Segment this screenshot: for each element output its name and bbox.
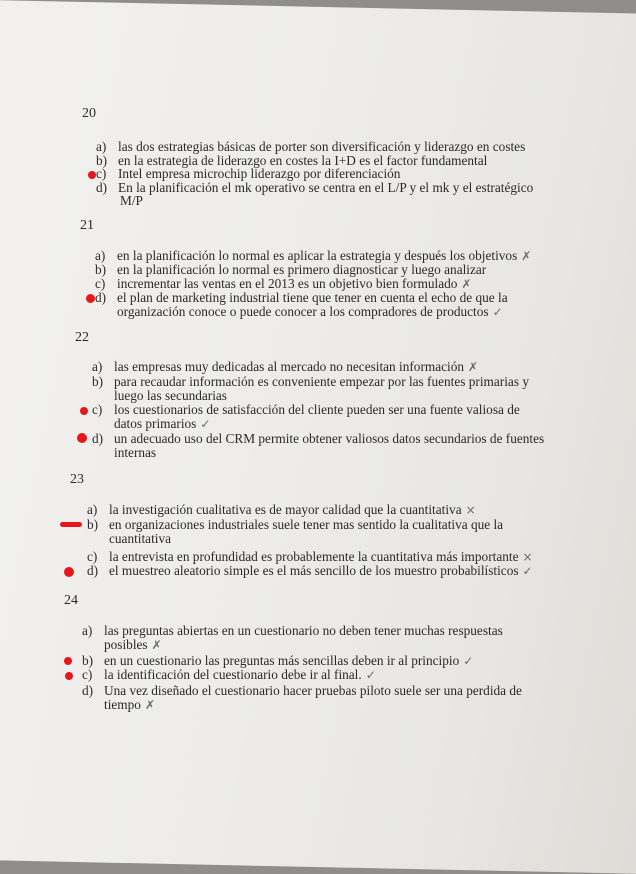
option-text: Intel empresa microchip liderazgo por diferenciación xyxy=(118,166,401,181)
option-20-d-cont: M/P xyxy=(120,193,143,208)
option-24-c xyxy=(82,668,376,682)
option-text: las preguntas abiertas en un cuestionario no deben tener muchas respuestas xyxy=(104,623,503,638)
option-22-c xyxy=(92,403,520,417)
option-text: el plan de marketing industrial tiene que tener en cuenta el echo de que la xyxy=(117,290,508,305)
option-24-a xyxy=(82,624,503,638)
option-text: tiempo xyxy=(104,697,141,712)
option-22-d-cont: internas xyxy=(114,445,157,460)
option-22-d xyxy=(92,432,544,446)
option-22-b-cont: luego las secundarias xyxy=(114,388,227,403)
option-23-a xyxy=(87,503,476,517)
option-label: a) xyxy=(95,248,106,263)
option-text: datos primarios xyxy=(114,416,197,431)
option-label: d) xyxy=(87,563,99,578)
option-text: Una vez diseñado el cuestionario hacer pruebas piloto suele ser una perdida de xyxy=(104,683,522,698)
option-21-d xyxy=(95,291,508,305)
red-answer-mark xyxy=(60,522,82,527)
option-text: la identificación del cuestionario debe ir al final. xyxy=(104,667,362,682)
option-label: b) xyxy=(92,374,104,389)
red-answer-mark xyxy=(80,407,88,415)
option-20-d xyxy=(96,181,533,195)
option-22-b xyxy=(92,375,529,389)
option-label: d) xyxy=(92,431,104,446)
red-answer-mark xyxy=(86,294,95,303)
option-text: posibles xyxy=(104,637,148,652)
option-24-b xyxy=(82,654,473,668)
option-text: organización conoce o puede conocer a los compradores de productos xyxy=(117,304,489,319)
check-mark-icon: ✓ xyxy=(200,417,211,431)
option-text: incrementar las ventas en el 2013 es un objetivo bien formulado xyxy=(117,276,458,291)
option-text: En la planificación el mk operativo se centra en el L/P y el mk y el estratégico xyxy=(118,180,534,195)
cross-mark-icon: ✗ xyxy=(521,249,532,263)
option-text: el muestreo aleatorio simple es el más sencillo de los muestro probabilísticos xyxy=(109,563,519,578)
option-label: c) xyxy=(92,402,103,417)
question-number: 23 xyxy=(70,472,84,487)
option-21-c xyxy=(95,277,472,291)
option-21-d-cont xyxy=(117,305,503,319)
option-label: c) xyxy=(87,549,98,564)
option-text: en la estrategia de liderazgo en costes la I+D es el factor fundamental xyxy=(118,153,488,168)
question-number: 22 xyxy=(75,330,89,345)
option-text: para recaudar información es conveniente empezar por las fuentes primarias y xyxy=(114,374,529,389)
option-21-a xyxy=(95,249,531,263)
option-label: b) xyxy=(95,262,107,277)
cross-mark-icon: × xyxy=(465,503,476,517)
option-label: d) xyxy=(95,290,107,305)
option-text: las dos estrategias básicas de porter son diversificación y liderazgo en costes xyxy=(118,139,526,154)
option-24-a-cont xyxy=(104,638,162,652)
option-text: los cuestionarios de satisfacción del cliente pueden ser una fuente valiosa de xyxy=(114,402,520,417)
option-20-c xyxy=(96,167,400,181)
option-label: b) xyxy=(96,153,108,168)
option-22-a xyxy=(92,360,478,374)
question-number: 24 xyxy=(64,593,78,608)
option-text: la entrevista en profundidad es probablemente la cuantitativa más importante xyxy=(109,549,519,564)
option-24-d-cont xyxy=(104,698,155,712)
option-22-c-cont xyxy=(114,417,210,431)
cross-mark-icon: ✗ xyxy=(468,360,479,374)
cross-mark-icon: ✗ xyxy=(151,638,162,652)
option-text: en organizaciones industriales suele tener mas sentido la cualitativa que la xyxy=(109,517,504,532)
option-label: c) xyxy=(96,166,107,181)
check-mark-icon: ✓ xyxy=(522,564,533,578)
option-label: a) xyxy=(92,359,103,374)
option-text: en la planificación lo normal es aplicar la estrategia y después los objetivos xyxy=(117,248,518,263)
option-label: b) xyxy=(82,653,94,668)
check-mark-icon: ✓ xyxy=(365,668,376,682)
option-label: a) xyxy=(87,502,98,517)
option-23-b-cont: cuantitativa xyxy=(109,531,172,546)
option-label: c) xyxy=(82,667,93,682)
option-23-c xyxy=(87,550,533,564)
question-number: 21 xyxy=(80,218,94,233)
option-23-d xyxy=(87,564,533,578)
option-label: c) xyxy=(95,276,106,291)
red-answer-mark xyxy=(64,567,74,577)
option-text: un adecuado uso del CRM permite obtener valiosos datos secundarios de fuentes xyxy=(114,431,545,446)
option-label: b) xyxy=(87,517,99,532)
option-label: a) xyxy=(96,139,107,154)
red-answer-mark xyxy=(64,657,72,665)
option-24-d xyxy=(82,684,522,698)
question-number: 20 xyxy=(82,106,96,121)
red-answer-mark xyxy=(65,672,73,680)
option-text: en la planificación lo normal es primero diagnosticar y luego analizar xyxy=(117,262,487,277)
option-23-b xyxy=(87,518,503,532)
red-answer-mark xyxy=(88,171,96,179)
option-text: en un cuestionario las preguntas más sencillas deben ir al principio xyxy=(104,653,460,668)
cross-mark-icon: ✗ xyxy=(461,277,472,291)
cross-mark-icon: ✗ xyxy=(144,698,155,712)
option-label: d) xyxy=(82,683,94,698)
option-text: las empresas muy dedicadas al mercado no necesitan información xyxy=(114,359,465,374)
check-mark-icon: ✓ xyxy=(463,654,474,668)
check-mark-icon: ✓ xyxy=(492,305,503,319)
cross-mark-icon: × xyxy=(522,550,533,564)
option-label: d) xyxy=(96,180,108,195)
option-20-a xyxy=(96,140,525,154)
option-21-b xyxy=(95,263,486,277)
red-answer-mark xyxy=(77,433,87,443)
option-label: a) xyxy=(82,623,93,638)
option-text: la investigación cualitativa es de mayor calidad que la cuantitativa xyxy=(109,502,462,517)
